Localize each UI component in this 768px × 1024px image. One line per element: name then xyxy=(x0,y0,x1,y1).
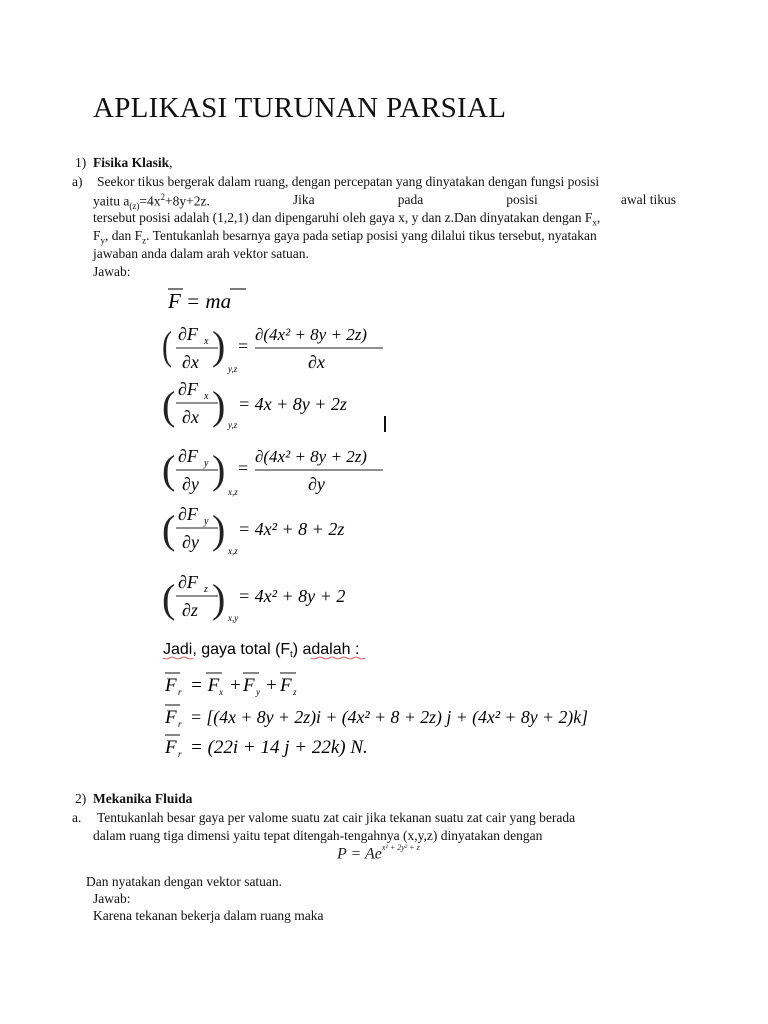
eq-total-result xyxy=(164,735,368,759)
section1-title: Fisika Klasik xyxy=(93,155,170,170)
svg-text:∂(4x² + 8y + 2z): ∂(4x² + 8y + 2z) xyxy=(255,325,367,344)
svg-text:z: z xyxy=(293,687,297,697)
svg-text:= 4x² + 8y + 2: = 4x² + 8y + 2 xyxy=(238,586,346,606)
svg-text:): ) xyxy=(212,576,226,621)
svg-text:∂F: ∂F xyxy=(178,572,198,592)
svg-text:r: r xyxy=(178,719,182,729)
pressure-equation: $P = Ae^{x^2 + 2y^2 + z}$ xyxy=(337,843,420,863)
section1-line1: Seekor tikus bergerak dalam ruang, dengan percepatan yang dinyatakan dengan fungsi posisi xyxy=(97,174,600,189)
svg-text:y,z: y,z xyxy=(228,364,238,374)
svg-text:r: r xyxy=(178,749,182,759)
svg-text:∂(4x² + 8y + 2z): ∂(4x² + 8y + 2z) xyxy=(255,447,367,466)
svg-text:=: = xyxy=(238,458,249,478)
svg-text:(: ( xyxy=(162,322,172,369)
section2-line3: Dan nyatakan dengan vektor satuan. xyxy=(86,874,283,889)
svg-text:(: ( xyxy=(162,507,176,552)
svg-text:y: y xyxy=(204,516,209,527)
svg-text:x: x xyxy=(219,687,223,697)
svg-text:∂F: ∂F xyxy=(178,504,198,524)
svg-text:F: F xyxy=(168,289,181,313)
eq-dFx-dx-1 xyxy=(162,323,383,374)
svg-text:= ma: = ma xyxy=(186,289,232,313)
eq-dFy-dy-1 xyxy=(162,446,383,497)
section1-line3: tersebut posisi adalah (1,2,1) dan dipengaruhi oleh gaya x, y dan z.Dan dinyatakan dengan $F_x$, xyxy=(93,210,601,228)
svg-text:F: F xyxy=(165,737,177,758)
svg-text:): ) xyxy=(212,383,226,428)
section1-answer-label: Jawab: xyxy=(93,264,131,279)
svg-text:∂F: ∂F xyxy=(178,379,198,399)
svg-text:x,z: x,z xyxy=(228,487,238,497)
svg-text:∂y: ∂y xyxy=(182,532,199,552)
svg-text:(: ( xyxy=(162,576,176,621)
section2-heading xyxy=(75,791,192,807)
svg-text:F: F xyxy=(243,675,255,696)
svg-text:= [(4x + 8y + 2z)i + (4x² + 8: = [(4x + 8y + 2z)i + (4x² + 8 + 2z) j + (4x² + 8y + 2)k] xyxy=(190,707,595,727)
svg-text:x: x xyxy=(204,391,209,402)
section1-heading: 1) Fisika Klasik, xyxy=(75,155,173,170)
svg-text:+: + xyxy=(230,675,241,696)
eq-dFy-dy-2 xyxy=(162,504,344,556)
svg-text:∂z: ∂z xyxy=(182,600,198,620)
svg-text:= (22i + 14 j + 22k) N.: = (22i + 14 j + 22k) N. xyxy=(190,737,368,758)
svg-text:F: F xyxy=(280,675,292,696)
svg-text:x,y: x,y xyxy=(228,613,239,623)
svg-text:∂x: ∂x xyxy=(182,352,199,372)
svg-text:y,z: y,z xyxy=(228,420,238,430)
section2-line2: dalam ruang tiga dimensi yaitu tepat ditengah-tengahnya (x,y,z) dinyatakan dengan xyxy=(93,828,543,843)
eq-dFz-dz xyxy=(162,572,345,623)
svg-text:∂x: ∂x xyxy=(182,407,199,427)
eq-newton xyxy=(167,289,246,313)
section2-number: 2) xyxy=(75,791,87,806)
line2-start: yaitu $a_{(z)}=4x^2+8y+2z$. xyxy=(93,192,210,212)
text-cursor xyxy=(384,416,386,432)
eq-dFx-dx-2 xyxy=(162,379,347,430)
section2-answer-label: Jawab: xyxy=(93,891,131,906)
svg-text:): ) xyxy=(212,507,226,552)
svg-text:∂F: ∂F xyxy=(178,446,198,466)
svg-text:=: = xyxy=(238,336,249,356)
math-block xyxy=(0,280,768,760)
svg-text:y: y xyxy=(256,687,260,697)
svg-text:∂F: ∂F xyxy=(178,324,198,344)
svg-text:(: ( xyxy=(162,383,176,428)
eq-total-components xyxy=(164,705,595,729)
svg-text:= 4x² + 8 + 2z: = 4x² + 8 + 2z xyxy=(238,519,345,539)
svg-text:(: ( xyxy=(162,447,176,492)
total-force-label xyxy=(163,641,365,659)
section2-item-label: a. xyxy=(72,810,82,825)
section2-line1: Tentukanlah besar gaya per valome suatu zat cair jika tekanan suatu zat cair yang berada xyxy=(97,810,576,825)
section2-title: Mekanika Fluida xyxy=(93,791,193,806)
page-title: APLIKASI TURUNAN PARSIAL xyxy=(93,92,507,124)
svg-text:x: x xyxy=(204,336,209,347)
svg-text:Jadi, gaya total (Ft) adalah :: Jadi, gaya total (Ft) adalah : xyxy=(163,641,360,659)
section1-line4: $F_y$, dan $F_z$. Tentukanlah besarnya gaya pada setiap posisi yang dilalui tikus tersebut, nyatakan xyxy=(93,228,597,246)
svg-text:∂y: ∂y xyxy=(182,474,199,494)
svg-text:+: + xyxy=(266,675,277,696)
eq-sum-vectors xyxy=(164,673,297,697)
svg-text:∂x: ∂x xyxy=(308,352,325,372)
svg-text:F: F xyxy=(165,675,177,696)
svg-text:z: z xyxy=(204,584,208,595)
svg-text:∂y: ∂y xyxy=(308,474,325,494)
svg-text:x,z: x,z xyxy=(228,546,238,556)
svg-text:= 4x + 8y + 2z: = 4x + 8y + 2z xyxy=(238,394,347,414)
section1-item-label: a) xyxy=(72,174,83,189)
section2-line4: Karena tekanan bekerja dalam ruang maka xyxy=(93,908,324,923)
svg-text:r: r xyxy=(178,687,182,697)
section1-number: 1) xyxy=(75,155,87,170)
svg-text:= F: = F xyxy=(190,675,220,696)
svg-text:F: F xyxy=(165,707,177,728)
section1-line2: yaitu $a_{(z)}=4x^2+8y+2z$. Jika pada posisi awal tikus xyxy=(93,192,676,212)
svg-text:y: y xyxy=(204,458,209,469)
svg-text:): ) xyxy=(212,447,226,492)
section1-line5: jawaban anda dalam arah vektor satuan. xyxy=(93,246,309,261)
svg-text:): ) xyxy=(212,323,226,368)
